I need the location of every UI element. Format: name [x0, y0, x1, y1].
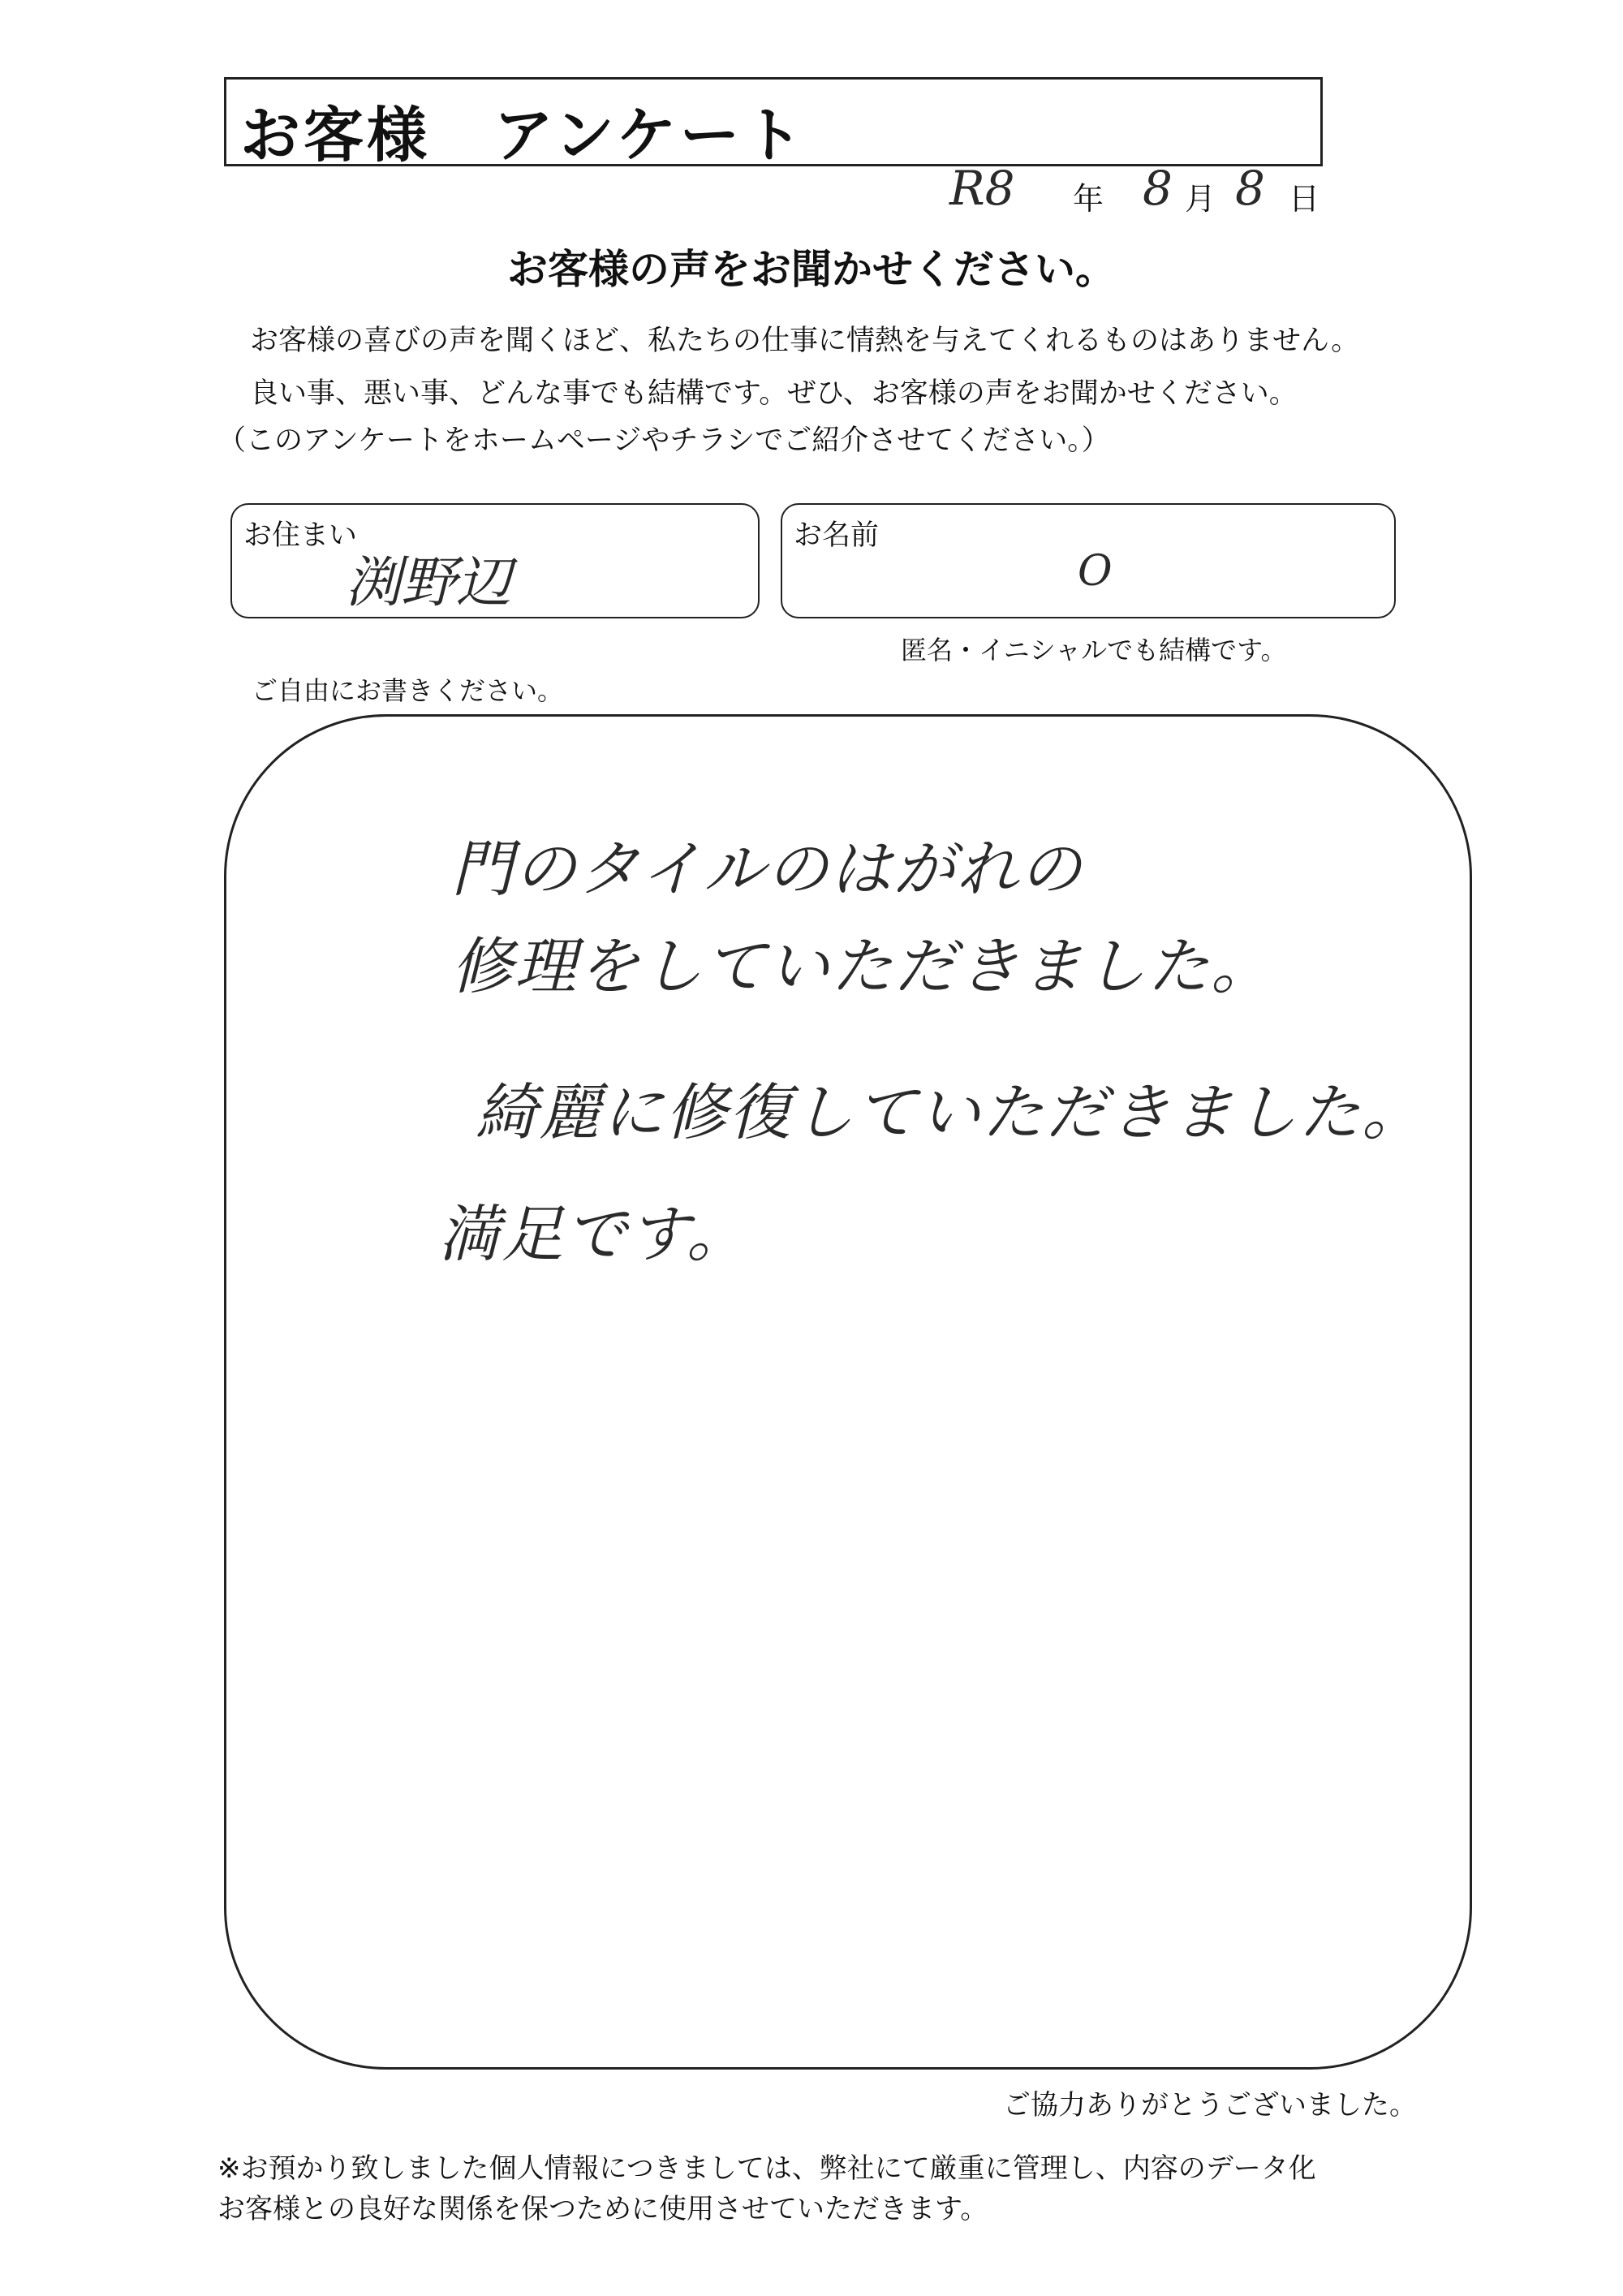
date-day-unit: 日 [1289, 181, 1320, 217]
address-field[interactable] [230, 503, 760, 618]
page-heading: お客様の声をお聞かせください。 [507, 246, 1116, 293]
name-label: お名前 [794, 519, 880, 552]
date-year-unit: 年 [1073, 181, 1104, 217]
anonymous-note: 匿名・イニシャルでも結構です。 [901, 635, 1287, 666]
free-comment-label: ご自由にお書きください。 [252, 675, 564, 706]
privacy-line-2: お客様との良好な関係を保つために使用させていただきます。 [217, 2193, 988, 2225]
date-month-unit: 月 [1185, 181, 1216, 217]
name-value: O [1078, 547, 1113, 596]
date-month: 8 [1143, 161, 1173, 216]
intro-line-1: お客様の喜びの声を聞くほど、私たちの仕事に情熱を与えてくれるものはありません。 [250, 325, 1360, 357]
date-day: 8 [1235, 161, 1265, 216]
privacy-line-1: ※お預かり致しました個人情報につきましては、弊社にて厳重に管理し、内容のデータ化 [217, 2152, 1316, 2185]
form-title: お客様 アンケート [240, 101, 807, 170]
thanks-text: ご協力ありがとうございました。 [1003, 2089, 1417, 2122]
comment-line-3: 綺麗に修復していただきました。 [476, 1076, 1425, 1148]
address-label: お住まい [243, 519, 358, 552]
address-value: 渕野辺 [346, 551, 512, 615]
intro-line-2: 良い事、悪い事、どんな事でも結構です。ぜひ、お客様の声をお聞かせください。 [250, 377, 1298, 410]
comment-line-1: 門のタイルのはがれの [451, 833, 1083, 905]
name-field[interactable] [781, 503, 1396, 618]
comment-line-2: 修理をしていただきました。 [451, 930, 1274, 1002]
date-era-year: R8 [949, 161, 1015, 216]
comment-line-4: 満足です。 [438, 1198, 750, 1270]
intro-line-3: （このアンケートをホームページやチラシでご紹介させてください。） [217, 424, 1110, 457]
